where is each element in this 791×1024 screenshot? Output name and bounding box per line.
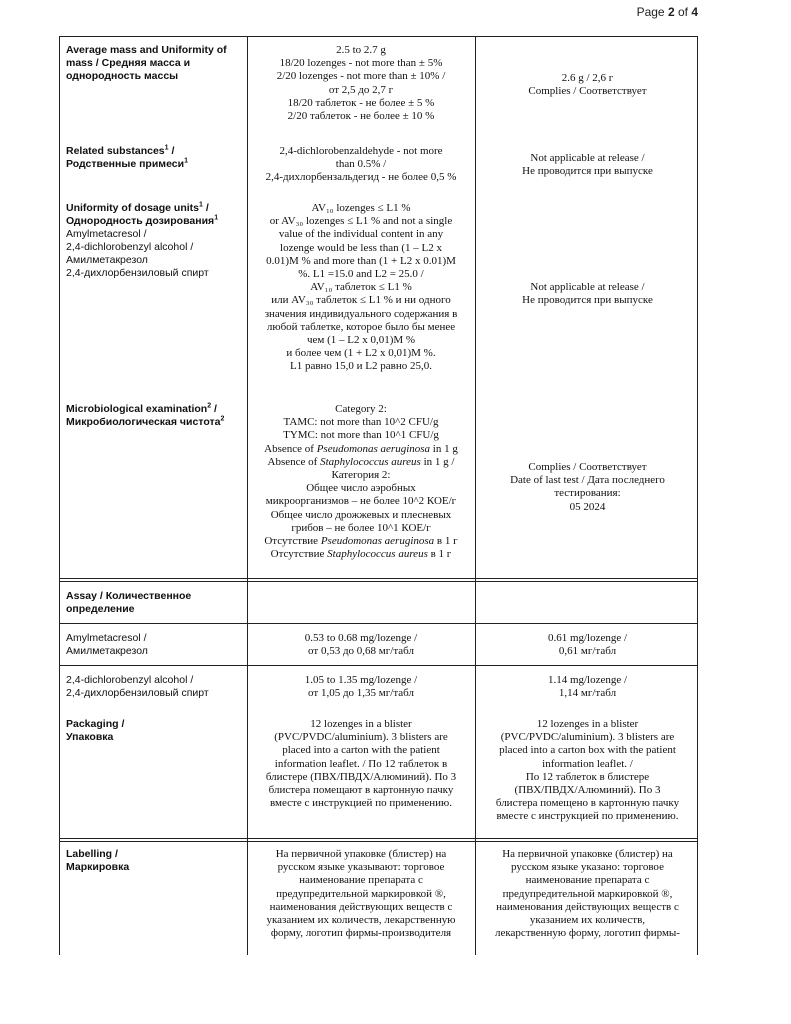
result-line: русском языке указано: торговое	[511, 861, 664, 874]
result-line: лекарственную форму, логотип фирмы-	[495, 927, 680, 940]
row-micro-spec	[250, 403, 472, 561]
row-uniformity-result	[480, 281, 695, 307]
row-related-result	[480, 152, 695, 178]
spec-line: placed into a carton with the patient	[282, 744, 440, 757]
spec-line: чем (1 – L2 x 0,01)M %	[306, 334, 416, 347]
row-packaging-result	[480, 718, 695, 824]
spec-line: грибов – не более 10^1 КОЕ/г	[291, 521, 431, 534]
result-line: наименование препарата с	[525, 874, 650, 887]
spec-line: и более чем (1 + L2 x 0,01)M %.	[286, 347, 436, 360]
spec-line: указанием их количеств, лекарственную	[266, 914, 456, 927]
row-packaging-spec	[250, 718, 472, 810]
spec-line: 2/20 таблеток - не более ± 10 %	[287, 110, 435, 123]
row-assay-amyl-label	[66, 632, 246, 658]
spec-line: от 0,53 до 0,68 мг/табл	[308, 645, 414, 658]
row-mass-result	[480, 72, 695, 98]
result-line: Не проводится при выпуске	[522, 294, 653, 307]
row-mass-title: Average mass and Uniformity of mass / Средняя масса и однородность массы	[66, 44, 227, 82]
spec-line: L1 равно 15,0 и L2 равно 25,0.	[289, 360, 432, 373]
result-line: На первичной упаковке (блистер) на	[502, 848, 673, 860]
row-assay-dcba-spec	[250, 674, 472, 700]
uniformity-item: Амилметакрезол	[66, 254, 148, 266]
row-mass-spec	[250, 44, 472, 123]
row-assay-amyl-spec	[250, 632, 472, 658]
spec-line: 2,4-dichlorobenzaldehyde - not more	[279, 145, 443, 157]
row-separator-labelling	[59, 838, 698, 839]
spec-line: AV₁₀ lozenges ≤ L1 %	[311, 202, 411, 214]
spec-line: TYMC: not more than 10^1 CFU/g	[283, 429, 439, 442]
spec-line: блистере (ПВХ/ПВДХ/Алюминий). По 3	[265, 770, 457, 783]
spec-line: (PVC/PVDC/aluminium). 3 blisters are	[274, 731, 448, 744]
result-line: 12 lozenges in a blister	[536, 718, 639, 730]
row-assay-dcba-label	[66, 674, 246, 700]
result-line: 05 2024	[569, 500, 606, 513]
packaging-title-ru: Упаковка	[66, 731, 114, 743]
spec-line: information leaflet. / По 12 таблеток в	[274, 757, 448, 770]
row-assay-title: Assay / Количественное определение	[66, 590, 192, 615]
result-line: Complies / Соответствует	[528, 461, 647, 473]
row-separator-micro-2	[59, 581, 698, 582]
result-line: information leaflet. /	[542, 757, 633, 770]
result-line: вместе с инструкцией по применению.	[496, 810, 679, 823]
spec-line: Absence of Pseudomonas aeruginosa in 1 g	[264, 442, 458, 455]
assay-label-line: Амилметакрезол	[66, 645, 148, 657]
packaging-title-en: Packaging /	[66, 718, 125, 730]
result-line: (PVC/PVDC/aluminium). 3 blisters are	[500, 731, 675, 744]
spec-line: TAMC: not more than 10^2 CFU/g	[283, 416, 439, 429]
spec-line: 2/20 lozenges - not more than ± 10% /	[276, 70, 446, 83]
spec-line: 2.5 to 2.7 g	[336, 44, 386, 56]
assay-label-line: Amylmetacresol /	[66, 632, 147, 644]
result-line: Date of last test / Дата последнего	[510, 474, 665, 487]
spec-line: Category 2:	[335, 403, 387, 415]
micro-title-ru: Микробиологическая чистота$^2$	[66, 415, 225, 428]
spec-line: value of the individual content in any	[278, 228, 444, 241]
spec-line: 2,4-дихлорбензальдегид - не более 0,5 %	[265, 171, 457, 184]
spec-line: блистера помещают в картонную пачку	[268, 784, 454, 797]
uniformity-item: 2,4-дихлорбензиловый спирт	[66, 267, 209, 279]
row-uniformity-spec	[250, 202, 472, 374]
spec-line: от 2,5 до 2,7 г	[328, 83, 394, 96]
row-labelling-result	[480, 848, 695, 940]
row-micro-result	[480, 461, 695, 514]
uniformity-title-ru: Однородность дозирования$^1$	[66, 214, 219, 227]
result-line: Complies / Соответствует	[528, 85, 647, 98]
table-top-border	[59, 36, 698, 37]
spec-line: 12 lozenges in a blister	[310, 718, 412, 730]
result-line: placed into a carton box with the patient	[499, 744, 676, 757]
row-labelling-title	[66, 848, 246, 874]
row-assay-amyl-result	[480, 632, 695, 658]
spec-line: микроорганизмов – не более 10^2 КОЕ/г	[265, 495, 457, 508]
result-line: 0,61 мг/табл	[558, 645, 617, 658]
row-uniformity-title	[66, 202, 246, 280]
table-divider-2	[475, 36, 476, 955]
result-line: наименования действующих веществ с	[496, 900, 679, 913]
spec-line: На первичной упаковке (блистер) на	[275, 848, 447, 860]
spec-line: 18/20 таблеток - не более ± 5 %	[287, 96, 435, 109]
spec-line: 0.01)M % and more than (1 + L2 x 0.01)M	[266, 254, 456, 267]
assay-label-line: 2,4-dichlorobenzyl alcohol /	[66, 674, 194, 686]
row-assay-dcba-result	[480, 674, 695, 700]
table-border-left	[59, 36, 60, 955]
result-line: 1,14 мг/табл	[558, 687, 617, 700]
spec-line: наименование препарата с	[299, 874, 423, 887]
result-line: По 12 таблеток в блистере	[525, 770, 650, 783]
result-line: тестирования:	[554, 487, 621, 500]
row-separator-assay-2	[59, 665, 698, 666]
spec-line: русском языке указывают: торговое	[277, 861, 445, 874]
row-related-title	[66, 145, 246, 171]
spec-line: %. L1 =15.0 and L2 = 25.0 /	[298, 268, 424, 281]
result-line: Not applicable at release /	[530, 152, 645, 164]
result-line: 2.6 g / 2,6 г	[561, 72, 614, 84]
uniformity-item: Amylmetacresol /	[66, 228, 147, 240]
spec-line: AV₁₀ таблеток ≤ L1 %	[310, 281, 412, 294]
result-line: указанием их количеств,	[529, 914, 646, 927]
spec-line: Общее число аэробных	[306, 482, 416, 495]
spec-line: 0.53 to 0.68 mg/lozenge /	[304, 632, 418, 644]
result-line: блистера помещено в картонную пачку	[495, 797, 680, 810]
result-line: 1.14 mg/lozenge /	[547, 674, 628, 686]
spec-line: or AV₃₀ lozenges ≤ L1 % and not a single	[269, 215, 453, 228]
spec-line: Отсутствие Pseudomonas aeruginosa в 1 г	[264, 535, 458, 548]
table-divider-1	[247, 36, 248, 955]
result-line: 0.61 mg/lozenge /	[547, 632, 628, 644]
labelling-title-en: Labelling /	[66, 848, 118, 860]
labelling-title-ru: Маркировка	[66, 861, 130, 873]
row-labelling-spec	[250, 848, 472, 940]
spec-line: 1.05 to 1.35 mg/lozenge /	[304, 674, 418, 686]
spec-line: lozenge would be less than (1 – L2 x	[280, 241, 442, 254]
spec-line: или AV₃₀ таблеток ≤ L1 % и ни одного	[271, 294, 451, 307]
spec-line: Отсутствие Staphylococcus aureus в 1 г	[270, 548, 452, 561]
result-line: Not applicable at release /	[530, 281, 645, 293]
page-number: Page 2 of 4	[636, 5, 698, 19]
spec-line: значения индивидуального содержания в	[264, 307, 458, 320]
uniformity-title-en: Uniformity of dosage units$^1$ /	[66, 201, 209, 214]
spec-line: наименования действующих веществ с	[269, 900, 453, 913]
related-title-en: Related substances$^1$ /	[66, 144, 175, 157]
micro-title-en: Microbiological examination$^2$ /	[66, 402, 217, 415]
spec-line: от 1,05 до 1,35 мг/табл	[308, 687, 414, 700]
result-line: Не проводится при выпуске	[522, 165, 653, 178]
row-related-spec	[250, 145, 472, 185]
spec-line: Общее число дрожжевых и плесневых	[270, 508, 452, 521]
result-line: (ПВХ/ПВДХ/Алюминий). По 3	[514, 784, 661, 797]
spec-line: вместе с инструкцией по применению.	[270, 797, 452, 810]
spec-line: 18/20 lozenges - not more than ± 5%	[279, 57, 443, 70]
spec-line: форму, логотип фирмы-производителя	[270, 927, 452, 940]
row-packaging-title	[66, 718, 246, 744]
spec-line: Absence of Staphylococcus aureus in 1 g /	[267, 455, 455, 468]
table-border-right	[697, 36, 698, 955]
row-separator-labelling-2	[59, 841, 698, 842]
spec-line: предупредительной маркировкой ®,	[276, 887, 446, 900]
spec-line: любой таблетке, которое было бы менее	[266, 320, 456, 333]
spec-line: than 0.5% /	[335, 158, 387, 171]
row-separator-micro	[59, 578, 698, 579]
uniformity-item: 2,4-dichlorobenzyl alcohol /	[66, 241, 194, 253]
spec-line: Категория 2:	[331, 469, 391, 482]
result-line: предупредительной маркировкой ®,	[502, 887, 673, 900]
row-separator-assay-sub	[59, 623, 698, 624]
row-micro-title	[66, 403, 246, 429]
assay-label-line: 2,4-дихлорбензиловый спирт	[66, 687, 209, 699]
related-title-ru: Родственные примеси$^1$	[66, 157, 188, 170]
